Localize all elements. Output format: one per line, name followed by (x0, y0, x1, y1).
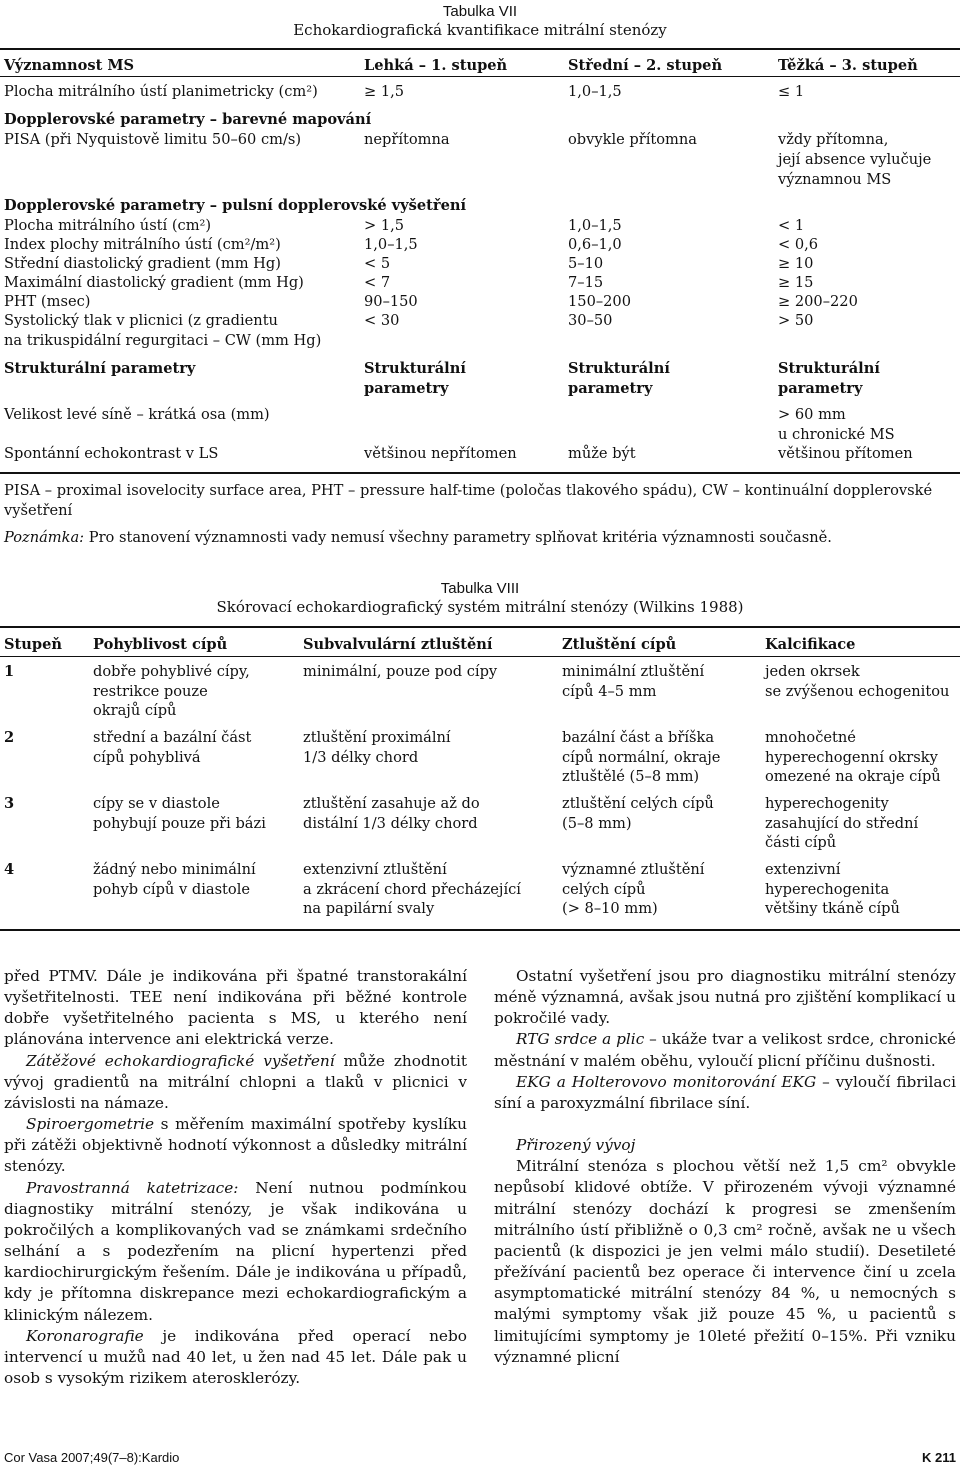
t7-structural-label: Strukturální parametry (4, 360, 196, 377)
term-xray: RTG srdce a plic (516, 1030, 645, 1049)
t7-row-mild: 90–150 (364, 293, 418, 310)
t8-grade: 4 (4, 861, 15, 878)
t8-thickening-line: celých cípů (562, 881, 646, 898)
term-spiroergometry: Spiroergometrie (26, 1115, 155, 1134)
t7-pisa-severe-line1: vždy přítomna, (778, 131, 889, 148)
t8-calcification-line: hyperechogenity (765, 795, 889, 812)
t7-row-severe: < 1 (778, 217, 805, 234)
t8-calcification-line: se zvýšenou echogenitou (765, 683, 950, 700)
t7-pisa-severe-line3: významnou MS (778, 171, 892, 188)
t7-pisa-severe-line2: její absence vylučuje (778, 151, 932, 168)
t8-subvalvular-line: na papilární svaly (303, 900, 435, 917)
t7-structural-severe-line2: parametry (778, 380, 863, 397)
t7-structural-moderate-line2: parametry (568, 380, 653, 397)
t7-row-moderate: 7–15 (568, 274, 604, 291)
t7-row-mild: > 1,5 (364, 217, 405, 234)
term-stress-echo: Zátěžové echokardiografické vyšetření (26, 1051, 335, 1070)
t7-contrast-label: Spontánní echokontrast v LS (4, 445, 219, 462)
t8-mobility-line: žádný nebo minimální (93, 861, 256, 878)
t7-structural-mild-line2: parametry (364, 380, 449, 397)
t8-subvalvular-line: 1/3 délky chord (303, 749, 419, 766)
t8-header-thickening: Ztluštění cípů (562, 636, 677, 653)
t8-thickening-line: ztluštělé (5–8 mm) (562, 768, 700, 785)
t7-systolic-label-line1: Systolický tlak v plicnici (z gradientu (4, 312, 278, 329)
t7-row-label: Index plochy mitrálního ústí (cm²/m²) (4, 236, 281, 253)
t8-header-grade: Stupeň (4, 636, 62, 653)
t7-contrast-moderate: může být (568, 445, 636, 462)
table8-bottom-rule (0, 929, 960, 931)
body-right-p1: Ostatní vyšetření jsou pro diagnostiku mitrální stenózy méně významná, avšak jsou nutná pro zjištění komplikací u pokročilé vady. (494, 967, 956, 1028)
term-coronarography: Koronarografie (26, 1326, 144, 1345)
t7-planimetry-label: Plocha mitrálního ústí planimetricky (cm²) (4, 83, 318, 100)
body-left-p3-text: s měřením maximální spotřeby kyslíku při zátěži objektivně hodnotí výkonnost a důsledky mitrální stenózy. (4, 1115, 467, 1176)
t7-row-moderate: 0,6–1,0 (568, 236, 622, 253)
t8-subvalvular-line: ztluštění proximální (303, 729, 451, 746)
table7-top-rule (0, 48, 960, 50)
t8-mobility-line: dobře pohyblivé cípy, (93, 663, 250, 680)
body-left-p2-text: může zhodnotit vývoj gradientů na mitrální chlopni a tlaků v plicnici v závislosti na námaze. (4, 1051, 467, 1112)
t7-systolic-moderate: 30–50 (568, 312, 613, 329)
t8-calcification-line: hyperechogenní okrsky (765, 749, 938, 766)
t7-systolic-mild: < 30 (364, 312, 400, 329)
body-left-p4-text: Není nutnou podmínkou diagnostiky mitrální stenózy, je však indikována u pokročilých a komplikovaných vad se známkami srdečního selhání a s podezřením na plicní hypertenzi před kardiochirurgickým řešením. Dále je indikována u případů, kdy je přítomna diskrepance mezi echokardiografickým a klinickým nálezem. (4, 1178, 467, 1324)
t7-header-moderate: Střední – 2. stupeň (568, 57, 723, 74)
t8-header-calcification: Kalcifikace (765, 636, 856, 653)
t7-systolic-label-line2: na trikuspidální regurgitaci – CW (mm Hg) (4, 332, 322, 349)
body-left-p5 (4, 1326, 467, 1389)
t7-row-mild: < 7 (364, 274, 391, 291)
body-right-p4: Mitrální stenóza s plochou větší než 1,5 cm² obvykle nepůsobí klidové obtíže. V přirozeném vývoji významné mitrální stenózy dochází k progresi se zmenšením mitrálního ústí přibližně o 0,3 cm² ročně, avšak ne u všech pacientů (k dispozici je jen velmi málo studií). Desetileté přežívání pacientů bez operace či intervence činí u zcela asymptomatické mitrální stenózy 84 %, u nemocných s malými symptomy však již pouze 45 %, u pacientů s limitujícími symptomy je 10leté přežití 0–15%. Při vzniku významné plicní (494, 1157, 956, 1366)
term-catheterization: Pravostranná katetrizace: (26, 1178, 239, 1197)
t7-row-mild: < 5 (364, 255, 391, 272)
t7-row-label: Střední diastolický gradient (mm Hg) (4, 255, 281, 272)
t8-thickening-line: cípů normální, okraje (562, 749, 721, 766)
t8-calcification-line: hyperechogenita (765, 881, 890, 898)
t7-footnote: PISA – proximal isovelocity surface area, PHT – pressure half-time (poločas tlakového spádu), CW – kontinuální dopplerovské vyšetření (4, 482, 933, 519)
body-left-p1: před PTMV. Dále je indikována při špatné transtorakální vyšetřitelnosti. TEE není indikována při běžné kontrole dobře vyšetřitelného pacienta s MS, u kterého není plánována intervence ani elektrická verze. (4, 967, 467, 1049)
t8-mobility-line: střední a bazální část (93, 729, 252, 746)
t7-note (4, 528, 832, 548)
t8-thickening-line: bazální část a bříška (562, 729, 715, 746)
t7-row-severe: ≥ 10 (778, 255, 814, 272)
t8-mobility-line: cípů pohyblivá (93, 749, 201, 766)
t7-structural-severe-line1: Strukturální (778, 360, 880, 377)
t8-mobility-line: restrikce pouze (93, 683, 208, 700)
t7-row-mild: 1,0–1,5 (364, 236, 418, 253)
t7-pisa-label: PISA (při Nyquistově limitu 50–60 cm/s) (4, 131, 302, 148)
t7-note-label: Poznámka: (4, 529, 85, 546)
t7-row-label: Plocha mitrálního ústí (cm²) (4, 217, 212, 234)
footer-page-number: K 211 (922, 1450, 956, 1465)
table7-label: Tabulka VII (442, 3, 518, 20)
table8-top-rule (0, 626, 960, 628)
t7-row-moderate: 1,0–1,5 (568, 217, 622, 234)
t8-calcification-line: extenzivní (765, 861, 841, 878)
t7-section-pulse-doppler: Dopplerovské parametry – pulsní dopplerovské vyšetření (4, 197, 467, 214)
t7-header-mild: Lehká – 1. stupeň (364, 57, 508, 74)
t8-thickening-line: (5–8 mm) (562, 815, 632, 832)
t7-row-severe: < 0,6 (778, 236, 819, 253)
t8-grade: 3 (4, 795, 15, 812)
t7-structural-moderate-line1: Strukturální (568, 360, 670, 377)
t7-contrast-mild: většinou nepřítomen (364, 445, 517, 462)
t7-contrast-severe: většinou přítomen (778, 445, 913, 462)
body-right-column (494, 966, 956, 1368)
t8-calcification-line: jeden okrsek (765, 663, 860, 680)
t8-header-rule (0, 656, 960, 657)
t8-subvalvular-line: extenzivní ztluštění (303, 861, 447, 878)
t7-bottom-rule (0, 472, 960, 474)
t7-planimetry-mild: ≥ 1,5 (364, 83, 405, 100)
t8-grade: 1 (4, 663, 15, 680)
t7-planimetry-severe: ≤ 1 (778, 83, 805, 100)
t8-calcification-line: omezené na okraje cípů (765, 768, 941, 785)
body-right-p3-text: – vyloučí fibrilaci síní a paroxyzmální fibrilace síní. (494, 1072, 956, 1112)
t8-thickening-line: významné ztluštění (562, 861, 705, 878)
t7-row-severe: ≥ 200–220 (778, 293, 858, 310)
t7-row-label: Maximální diastolický gradient (mm Hg) (4, 274, 304, 291)
t7-header-significance: Významnost MS (4, 57, 135, 74)
t8-header-mobility: Pohyblivost cípů (93, 636, 228, 653)
table8-title: Skórovací echokardiografický systém mitrální stenózy (Wilkins 1988) (216, 598, 744, 616)
t8-subvalvular-line: distální 1/3 délky chord (303, 815, 478, 832)
t8-subvalvular-line: ztluštění zasahuje až do (303, 795, 480, 812)
t8-subvalvular-line: a zkrácení chord přecházející (303, 881, 521, 898)
t7-atrium-severe-line1: > 60 mm (778, 406, 846, 423)
table8-label: Tabulka VIII (440, 580, 520, 597)
t7-structural-mild-line1: Strukturální (364, 360, 466, 377)
t7-note-text: Pro stanovení významnosti vady nemusí všechny parametry splňovat kritéria významnosti současně. (84, 529, 832, 546)
t8-thickening-line: minimální ztluštění (562, 663, 705, 680)
t8-subvalvular-line: minimální, pouze pod cípy (303, 663, 498, 680)
t7-section-color-doppler: Dopplerovské parametry – barevné mapování (4, 111, 372, 128)
t7-atrium-severe-line2: u chronické MS (778, 426, 895, 443)
body-right-p3 (494, 1072, 956, 1114)
term-ecg: EKG a Holterovovo monitorování EKG (516, 1072, 817, 1091)
t8-grade: 2 (4, 729, 15, 746)
body-left-column (4, 966, 467, 1389)
t7-systolic-severe: > 50 (778, 312, 814, 329)
t7-atrium-label: Velikost levé síně – krátká osa (mm) (4, 406, 270, 423)
t7-header-severe: Těžká – 3. stupeň (778, 57, 918, 74)
t7-row-severe: ≥ 15 (778, 274, 814, 291)
footer-journal: Cor Vasa 2007;49(7–8):Kardio (4, 1450, 180, 1465)
body-left-p5-text: je indikována před operací nebo intervencí u mužů nad 40 let, u žen nad 45 let. Dále pak u osob s vysokým rizikem aterosklerózy. (4, 1326, 467, 1387)
t7-pisa-moderate: obvykle přítomna (568, 131, 697, 148)
t8-mobility-line: okrajů cípů (93, 702, 177, 719)
body-left-p2 (4, 1051, 467, 1114)
t7-pisa-mild: nepřítomna (364, 131, 450, 148)
t7-row-label: PHT (msec) (4, 293, 91, 310)
t7-row-moderate: 150–200 (568, 293, 632, 310)
body-right-p2 (494, 1029, 956, 1071)
t8-header-subvalvular: Subvalvulární ztluštění (303, 636, 493, 653)
t8-thickening-line: (> 8–10 mm) (562, 900, 658, 917)
t8-mobility-line: cípy se v diastole (93, 795, 220, 812)
t7-header-rule (0, 76, 960, 77)
t8-calcification-line: části cípů (765, 834, 837, 851)
t7-row-moderate: 5–10 (568, 255, 604, 272)
body-left-p3 (4, 1114, 467, 1177)
t8-mobility-line: pohyb cípů v diastole (93, 881, 251, 898)
t7-planimetry-moderate: 1,0–1,5 (568, 83, 622, 100)
body-right-p2-text: – ukáže tvar a velikost srdce, chronické městnání v malém oběhu, vyloučí plicní příčinu dušnosti. (494, 1030, 956, 1070)
t8-thickening-line: cípů 4–5 mm (562, 683, 657, 700)
t8-mobility-line: pohybují pouze při bázi (93, 815, 266, 832)
t8-calcification-line: mnohočetné (765, 729, 856, 746)
t8-calcification-line: zasahující do střední (765, 815, 919, 832)
table7-title: Echokardiografická kvantifikace mitrální stenózy (293, 21, 667, 39)
section-heading-natural-course: Přirozený vývoj (516, 1136, 636, 1155)
body-left-p4 (4, 1178, 467, 1326)
t8-calcification-line: většiny tkáně cípů (765, 900, 900, 917)
t8-thickening-line: ztluštění celých cípů (562, 795, 714, 812)
